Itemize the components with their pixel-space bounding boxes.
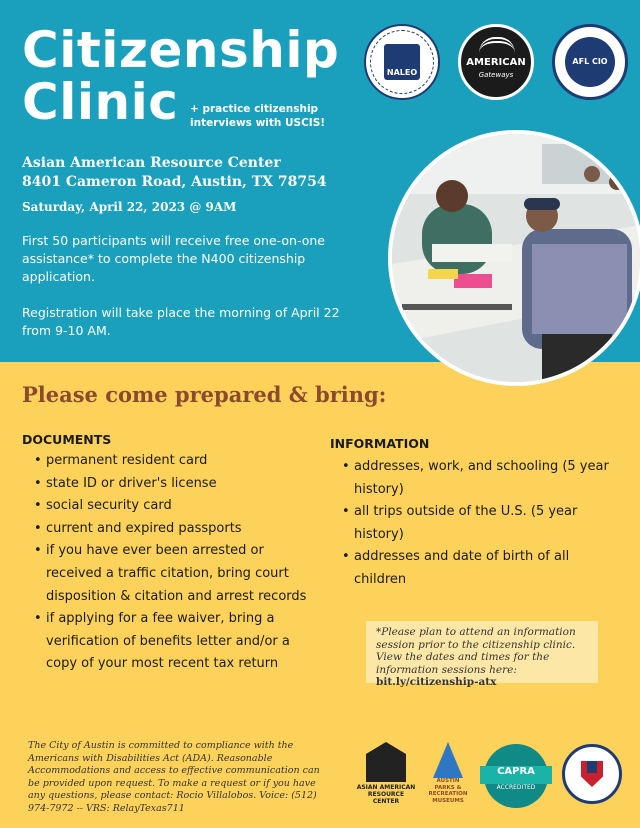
list-item: • addresses and date of birth of all children [330, 546, 610, 591]
list-item: • current and expired passports [22, 518, 322, 541]
list-item: • if applying for a fee waiver, bring a verification of benefits letter and/or a copy of your most recent tax return [22, 608, 322, 676]
title-line-1: Citizenship [22, 21, 340, 79]
afl-cio-mark: AFL CIO [565, 37, 615, 87]
clinic-photo-illustration [392, 134, 640, 386]
list-item: • addresses, work, and schooling (5 year history) [330, 456, 610, 501]
clinic-photo [388, 130, 640, 386]
registration-paragraph: Registration will take place the morning of April 22 from 9-10 AM. [22, 305, 340, 338]
list-item: • if you have ever been arrested or received a traffic citation, bring court disposition & citation and arrest records [22, 540, 322, 608]
austin-parks-label: AUSTIN PARKS & RECREATION MUSEUMS [428, 778, 468, 804]
shield-canton-icon [587, 761, 597, 773]
list-item: • social security card [22, 495, 322, 518]
address: 8401 Cameron Road, Austin, TX 78754 [22, 174, 327, 190]
note-text: *Please plan to attend an information session prior to the citizenship clinic. View the dates and times for the information sessions here: [376, 626, 576, 676]
prepare-heading: Please come prepared & bring: [22, 382, 387, 407]
afl-cio-logo [552, 24, 628, 100]
documents-list [22, 450, 322, 676]
information-heading: INFORMATION [330, 436, 430, 451]
ada-statement: The City of Austin is committed to compliance with the Americans with Disabilities Act (ADA). Reasonable Accommodations and access to effective communication can be provided upon request. To make a request or if you have any questions, please contact: Rocio Villalobos. Voice: (512) 974-7972 -- VRS: RelayTexas711 [28, 740, 320, 814]
capra-ribbon: CAPRA [480, 766, 552, 784]
event-date: Saturday, April 22, 2023 @ 9AM [22, 200, 237, 214]
sunrise-icon [479, 37, 515, 53]
american-gateways-logo [458, 24, 534, 100]
naleo-mark: NALEO [384, 44, 420, 80]
note-link[interactable]: bit.ly/citizenship-atx [376, 676, 497, 688]
documents-heading: DOCUMENTS [22, 432, 112, 447]
city-of-austin-seal [562, 744, 622, 804]
list-item: • all trips outside of the U.S. (5 year history) [330, 501, 610, 546]
location [22, 154, 327, 192]
org-name: Asian American Resource Center [22, 155, 281, 171]
parks-triangle-icon [433, 742, 463, 778]
title-line-2: Clinic [22, 73, 179, 131]
aarc-label: ASIAN AMERICAN RESOURCE CENTER [356, 784, 416, 805]
information-list [330, 456, 610, 592]
american-gateways-line2: Gateways [478, 71, 514, 79]
aarc-logo [356, 742, 416, 808]
naleo-logo [364, 24, 440, 100]
capra-logo [484, 744, 548, 808]
austin-parks-logo [428, 742, 468, 802]
intro-paragraph: First 50 participants will receive free one-on-one assistance* to complete the N400 citizenship application. [22, 233, 325, 284]
list-item: • state ID or driver's license [22, 473, 322, 496]
subtitle: + practice citizenship interviews with USCIS! [190, 103, 326, 129]
american-gateways-line1: AMERICAN [466, 57, 526, 68]
building-icon [366, 742, 406, 782]
info-session-note [366, 621, 598, 688]
list-item: • permanent resident card [22, 450, 322, 473]
capra-accredited: ACCREDITED [496, 784, 536, 791]
